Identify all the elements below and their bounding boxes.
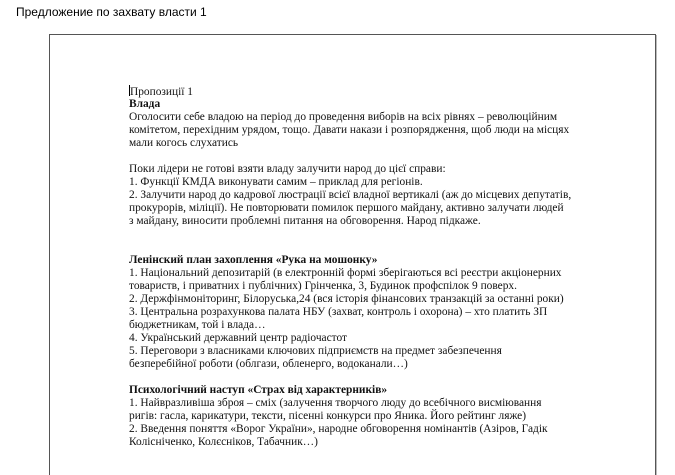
p2-line: 1. Функції КМДА виконувати самим – приклад для регіонів. [129,176,423,188]
p3-line: бюджетникам, той і влада… [129,319,266,331]
p2-line: прокурорів, міліції). Не повторювати помилок першого майдану, активно залучати людей [129,202,564,214]
p3-line: 4. Український державний центр радіочастот [129,332,348,344]
p3-line: 3. Центральна розрахункова палата НБУ (захват, контроль і охорона) – хто платить ЗП [129,306,548,318]
document-body[interactable] [129,85,619,449]
p1-line: комітетом, перехідним урядом, тощо. Давати накази і розпорядження, щоб люди на місцях [129,124,570,136]
document-page[interactable] [49,34,656,475]
p3-line: 2. Держфінмоніторинг, Білоруська,24 (вся історія фінансових транзакцій за останні роки) [129,293,564,305]
p2-line: 2. Залучити народ до кадрової люстрації всієї владної вертикалі (аж до місцевих депутатів, [129,189,572,201]
heading-power: Влада [129,98,161,110]
p4-line: 1. Найвразливіша зброя – сміх (залучення творчого люду до всебічного висміювання [129,397,542,409]
heading-proposal-line [129,85,619,98]
heading-lenin-plan: Ленінский план захоплення «Рука на мошонку» [129,254,378,266]
p3-line: 5. Переговори з власниками ключових підприємств на предмет забезпечення [129,345,502,357]
p2-line: з майдану, виносити проблемні питання на обговорення. Народ підкаже. [129,215,481,227]
p4-line: 2. Введення поняття «Ворог України», народне обговорення номінантів (Азіров, Гадік [129,423,548,435]
p4-line: ригів: гасла, карикатури, тексти, пісенні конкурси про Яника. Його рейтинг ляже) [129,410,527,422]
p3-line: товариств, і приватних і публічних) Грінченка, 3, Будинок профспілок 9 поверх. [129,280,517,292]
window-title: Предложение по захвату власти 1 [16,5,207,19]
p3-line: 1. Національний депозитарій (в електронній формі зберігаються всі реєстри акціонерних [129,267,562,279]
p1-line: Оголосити себе владою на період до проведення виборів на всіх рівнях – революційним [129,111,558,123]
p2-line: Поки лідери не готові взяти владу залучити народ до цієї справи: [129,163,446,175]
p4-line: Колісніченко, Колєсніков, Табачник…) [129,436,318,448]
heading-proposal: Пропозиції 1 [130,86,193,98]
p1-line: мали когось слухатись [129,137,239,149]
p3-line: безперебійної роботи (облгази, обленерго, водоканали…) [129,358,408,370]
heading-psych-offensive: Психологічний наступ «Страх від характерників» [129,384,388,396]
